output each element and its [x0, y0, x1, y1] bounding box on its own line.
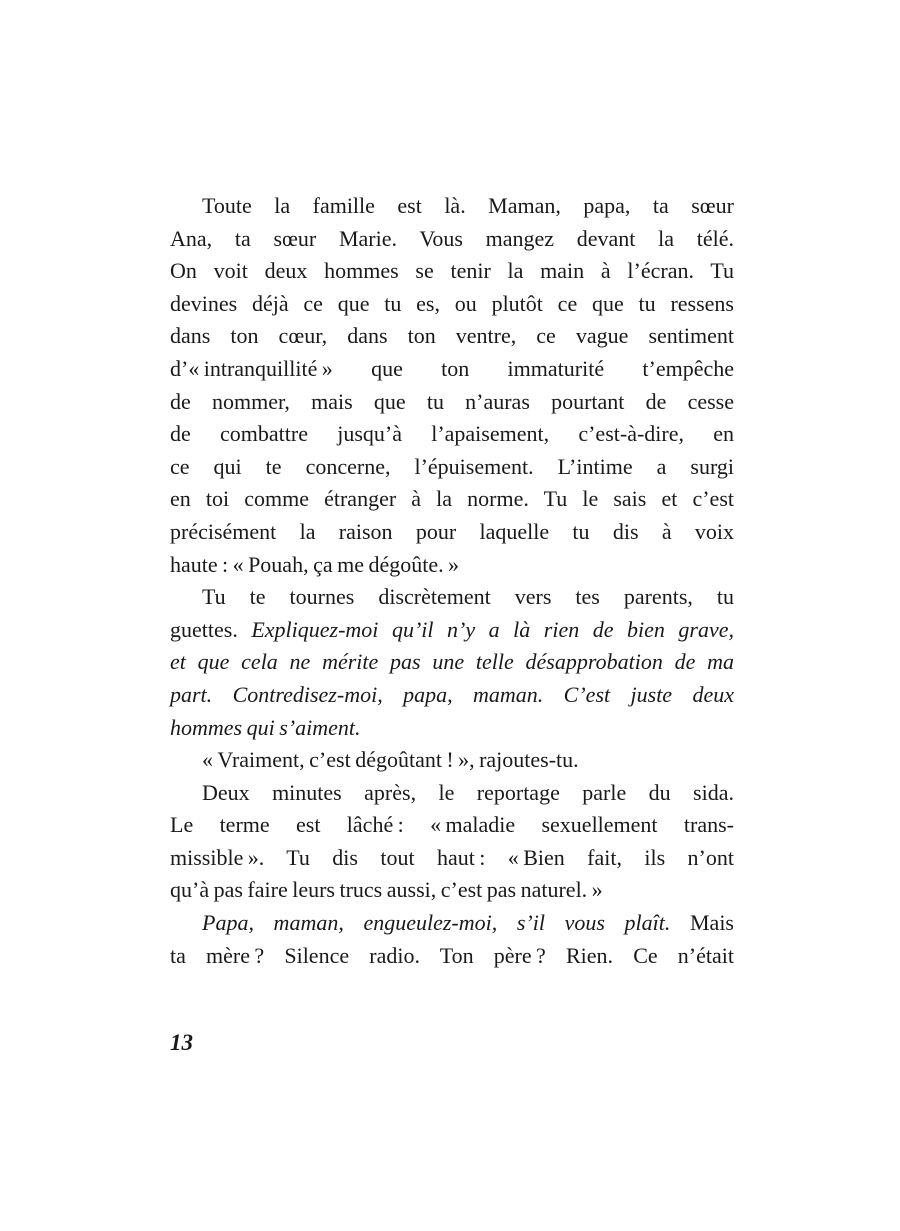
- text-line: [170, 712, 734, 745]
- text-line: [170, 549, 734, 582]
- text-segment: Tu te tournes discrètement vers tes parents, tu: [202, 584, 734, 610]
- italic-text-segment: et que cela ne mérite pas une telle désapprobation de ma: [170, 649, 734, 675]
- text-segment: On voit deux hommes se tenir la main à l’écran. Tu: [170, 258, 734, 284]
- text-line: [170, 679, 734, 712]
- text-line: [170, 223, 734, 256]
- text-segment: ta mère ? Silence radio. Ton père ? Rien. Ce n’était: [170, 942, 734, 968]
- text-line: [170, 483, 734, 516]
- text-segment: en toi comme étranger à la norme. Tu le sais et c’est: [170, 486, 734, 512]
- text-segment: missible ». Tu dis tout haut : « Bien fait, ils n’ont: [170, 844, 734, 870]
- text-segment: dans ton cœur, dans ton ventre, ce vague sentiment: [170, 323, 734, 349]
- text-segment: de combattre jusqu’à l’apaisement, c’est-à-dire, en: [170, 421, 734, 447]
- text-segment: de nommer, mais que tu n’auras pourtant de cesse: [170, 388, 734, 414]
- text-line: [170, 777, 734, 810]
- text-segment: ce qui te concerne, l’épuisement. L’intime a surgi: [170, 453, 734, 479]
- text-segment: Le terme est lâché : « maladie sexuellement trans-: [170, 812, 734, 838]
- text-line: [170, 418, 734, 451]
- text-line: [170, 288, 734, 321]
- text-line: [170, 874, 734, 907]
- text-line: [170, 320, 734, 353]
- text-line: [170, 646, 734, 679]
- text-line: [170, 581, 734, 614]
- text-line: [170, 255, 734, 288]
- italic-text-segment: Expliquez-moi qu’il n’y a là rien de bien grave,: [251, 616, 734, 642]
- text-segment: qu’à pas faire leurs trucs aussi, c’est pas naturel. »: [170, 877, 603, 903]
- text-line: [170, 744, 734, 777]
- page-number: 13: [170, 1030, 193, 1055]
- text-line: [170, 190, 734, 223]
- text-line: [170, 386, 734, 419]
- italic-text-segment: part. Contredisez-moi, papa, maman. C’est juste deux: [170, 681, 734, 707]
- text-line: [170, 842, 734, 875]
- text-line: [170, 614, 734, 647]
- italic-text-segment: Papa, maman, engueulez-moi, s’il vous plaît.: [202, 910, 671, 936]
- text-segment: précisément la raison pour laquelle tu dis à voix: [170, 518, 734, 544]
- text-segment: Mais: [670, 910, 734, 936]
- text-segment: Deux minutes après, le reportage parle du sida.: [202, 779, 734, 805]
- text-line: [170, 809, 734, 842]
- text-line: [170, 907, 734, 940]
- text-segment: d’« intranquillité » que ton immaturité t’empêche: [170, 355, 734, 381]
- text-segment: « Vraiment, c’est dégoûtant ! », rajoutes-tu.: [202, 747, 579, 773]
- text-segment: Toute la famille est là. Maman, papa, ta sœur: [202, 193, 734, 218]
- text-line: [170, 940, 734, 973]
- text-segment: guettes.: [170, 616, 252, 642]
- text-segment: devines déjà ce que tu es, ou plutôt ce que tu ressens: [170, 290, 734, 316]
- body-text: [170, 190, 734, 972]
- italic-text-segment: hommes qui s’aiment.: [170, 714, 361, 740]
- text-line: [170, 451, 734, 484]
- text-segment: Ana, ta sœur Marie. Vous mangez devant la télé.: [170, 225, 734, 251]
- text-line: [170, 353, 734, 386]
- text-line: [170, 516, 734, 549]
- text-segment: haute : « Pouah, ça me dégoûte. »: [170, 551, 460, 577]
